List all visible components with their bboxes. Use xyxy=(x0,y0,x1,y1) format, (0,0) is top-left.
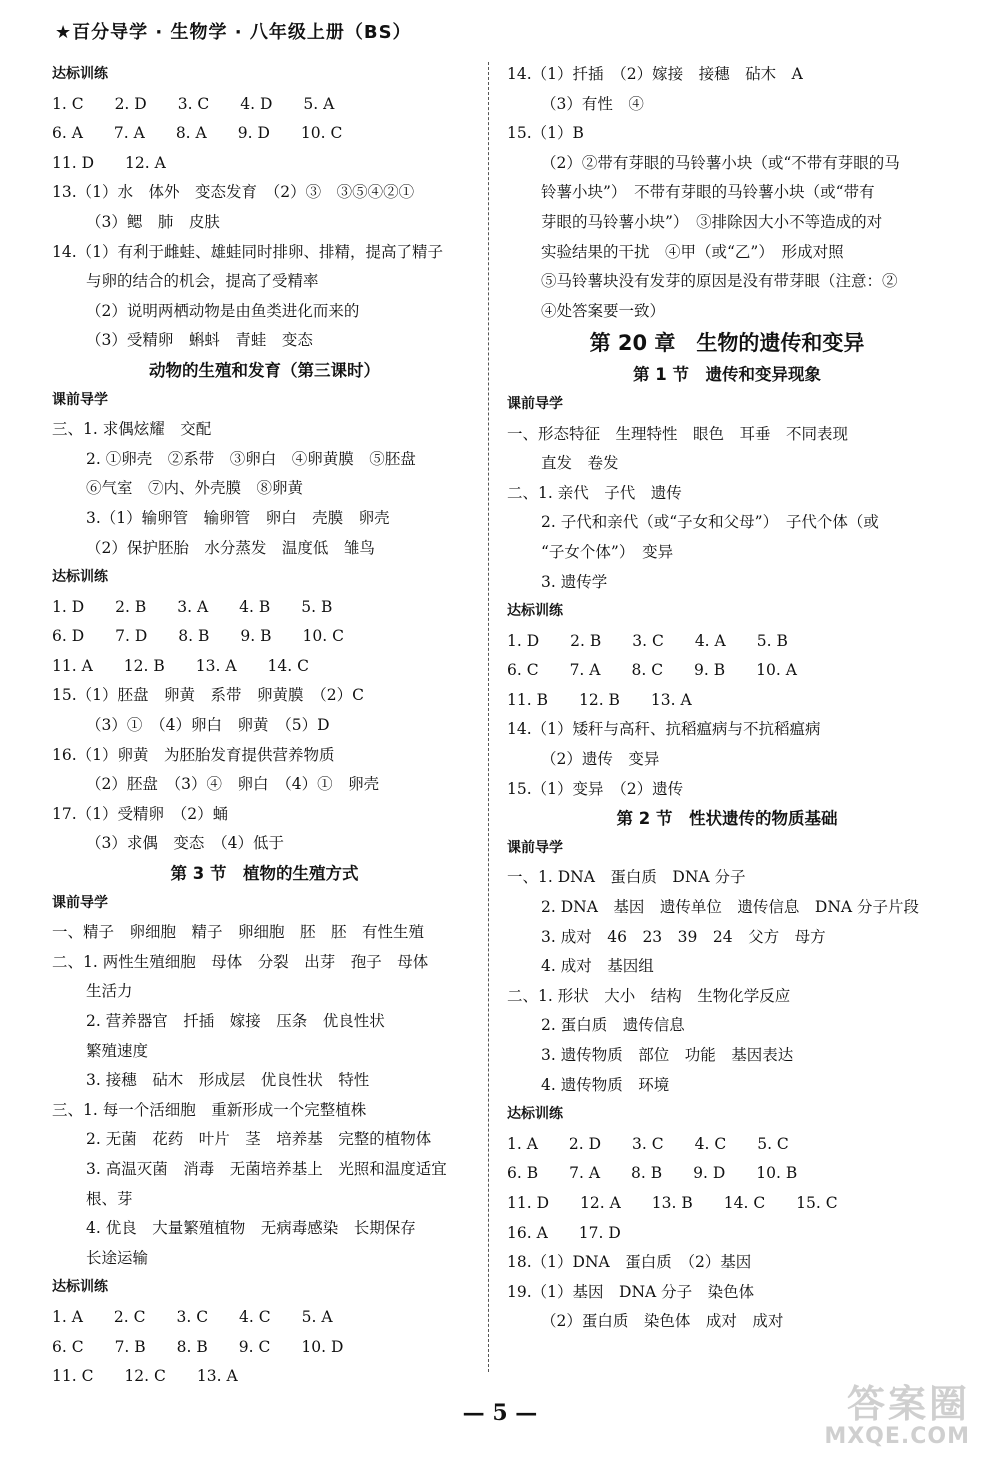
answer-line: 14.（1）扦插 （2）嫁接 接穗 砧木 A xyxy=(507,65,803,83)
answer-line-indented: （2）②带有芽眼的马铃薯小块（或“不带有芽眼的马 xyxy=(541,153,900,172)
answer-line: 18.（1）DNA 蛋白质 （2）基因 xyxy=(507,1253,752,1272)
answer-line-indented: 与卵的结合的机会，提高了受精率 xyxy=(86,272,319,291)
answer-line-indented: 长途运输 xyxy=(86,1248,149,1267)
answer-line-indented: （2）遗传 变异 xyxy=(541,750,660,769)
section-title: 第 1 节 遗传和变异现象 xyxy=(633,365,821,385)
answer-line-indented: 4. 成对 基因组 xyxy=(541,957,654,976)
answer-line-indented: “子女个体”） 变异 xyxy=(541,542,674,561)
section-subheading: 达标训练 xyxy=(52,569,108,586)
answer-line: 13.（1）水 体外 变态发育 （2）③ ③⑤④②① xyxy=(52,183,415,202)
answer-line: 二、1. 亲代 子代 遗传 xyxy=(507,483,682,502)
section-title: 第 2 节 性状遗传的物质基础 xyxy=(616,809,838,829)
answer-line: 11. B 12. B 13. A xyxy=(507,690,692,709)
section-subheading: 课前导学 xyxy=(507,839,563,856)
answer-line-indented: 3. 成对 46 23 39 24 父方 母方 xyxy=(541,927,826,946)
answer-line: 1. A 2. C 3. C 4. C 5. A xyxy=(52,1307,333,1326)
answer-line-indented: 3. 接穗 砧木 形成层 优良性状 特性 xyxy=(86,1071,370,1090)
answer-line: 11. D 12. A 13. B 14. C 15. C xyxy=(507,1193,838,1212)
answer-line: 一、精子 卵细胞 精子 卵细胞 胚 胚 有性生殖 xyxy=(52,923,425,942)
answer-line-indented: 生活力 xyxy=(86,982,133,1001)
left-column xyxy=(52,60,477,1392)
answer-line-indented: 2. DNA 基因 遗传单位 遗传信息 DNA 分子片段 xyxy=(541,898,920,917)
section-subheading: 课前导学 xyxy=(507,395,563,412)
answer-line: 15.（1）变异 （2）遗传 xyxy=(507,779,684,798)
section-subheading: 达标训练 xyxy=(52,1279,108,1296)
answer-line-indented: （3）① （4）卵白 卵黄 （5）D xyxy=(86,716,330,735)
answer-line: 6. A 7. A 8. A 9. D 10. C xyxy=(52,124,343,143)
answer-line: 一、1. DNA 蛋白质 DNA 分子 xyxy=(507,868,746,887)
answer-line-indented: 4. 优良 大量繁殖植物 无病毒感染 长期保存 xyxy=(86,1219,416,1238)
answer-line: 三、1. 求偶炫耀 交配 xyxy=(52,420,212,439)
answer-line: 11. C 12. C 13. A xyxy=(52,1367,238,1386)
answer-line-indented: 实验结果的干扰 ④甲（或“乙”） 形成对照 xyxy=(541,242,844,261)
answer-line-indented: （2）保护胚胎 水分蒸发 温度低 雏鸟 xyxy=(86,538,375,557)
answer-line: 11. D 12. A xyxy=(52,153,166,172)
answer-line-indented: 3. 遗传物质 部位 功能 基因表达 xyxy=(541,1046,794,1064)
section-title: 第 3 节 植物的生殖方式 xyxy=(170,864,359,884)
column-divider xyxy=(488,62,489,1372)
answer-line-indented: 铃薯小块”） 不带有芽眼的马铃薯小块（或“带有 xyxy=(541,183,875,202)
right-column xyxy=(507,60,947,1337)
section-subheading: 课前导学 xyxy=(52,391,108,408)
answer-line-indented: （3）有性 ④ xyxy=(541,94,644,113)
answer-line: 15.（1）B xyxy=(507,124,584,143)
answer-line-indented: 2. 子代和亲代（或“子女和父母”） 子代个体（或 xyxy=(541,513,879,532)
answer-line-indented: （2）蛋白质 染色体 成对 成对 xyxy=(541,1312,784,1331)
answer-line-indented: （3）受精卵 蝌蚪 青蛙 变态 xyxy=(86,331,313,350)
answer-line: 1. A 2. D 3. C 4. C 5. C xyxy=(507,1134,789,1153)
answer-line: 16. A 17. D xyxy=(507,1223,621,1242)
answer-line-indented: 根、芽 xyxy=(86,1189,133,1208)
answer-line: 1. D 2. B 3. A 4. B 5. B xyxy=(52,597,333,616)
answer-line: 16.（1）卵黄 为胚胎发育提供营养物质 xyxy=(52,745,335,764)
answer-line: 17.（1）受精卵 （2）蛹 xyxy=(52,804,229,823)
section-subheading: 达标训练 xyxy=(507,1106,563,1123)
answer-line-indented: （2）胚盘 （3）④ 卵白 （4）① 卵壳 xyxy=(86,775,380,794)
answer-line-indented: 3. 高温灭菌 消毒 无菌培养基上 光照和温度适宜 xyxy=(86,1159,447,1178)
answer-line-indented: 繁殖速度 xyxy=(86,1041,149,1060)
answer-line: 19.（1）基因 DNA 分子 染色体 xyxy=(507,1282,755,1301)
answer-line: 三、1. 每一个活细胞 重新形成一个完整植株 xyxy=(52,1100,367,1119)
section-subheading: 课前导学 xyxy=(52,894,108,911)
answer-line: 11. A 12. B 13. A 14. C xyxy=(52,656,309,675)
answer-line-indented: 4. 遗传物质 环境 xyxy=(541,1075,670,1094)
answer-line-indented: 直发 卷发 xyxy=(541,454,619,473)
answer-line: 1. D 2. B 3. C 4. A 5. B xyxy=(507,631,788,650)
watermark-logo xyxy=(824,1382,970,1449)
answer-line: 二、1. 两性生殖细胞 母体 分裂 出芽 孢子 母体 xyxy=(52,952,429,971)
answer-line-indented: （3）求偶 变态 （4）低于 xyxy=(86,834,284,853)
section-subheading: 达标训练 xyxy=(52,66,108,82)
page-number: — 5 — xyxy=(462,1400,538,1426)
answer-line-indented: 3.（1）输卵管 输卵管 卵白 壳膜 卵壳 xyxy=(86,508,390,527)
answer-line-indented: 2. ①卵壳 ②系带 ③卵白 ④卵黄膜 ⑤胚盘 xyxy=(86,449,416,468)
answer-line: 6. D 7. D 8. B 9. B 10. C xyxy=(52,627,344,646)
answer-line: 二、1. 形状 大小 结构 生物化学反应 xyxy=(507,986,791,1005)
answer-line: 一、形态特征 生理特性 眼色 耳垂 不同表现 xyxy=(507,424,849,443)
answer-line-indented: 芽眼的马铃薯小块”） ③排除因大小不等造成的对 xyxy=(541,212,883,231)
answer-line: 6. C 7. B 8. B 9. C 10. D xyxy=(52,1337,344,1356)
answer-line: 1. C 2. D 3. C 4. D 5. A xyxy=(52,94,335,113)
answer-line: 14.（1）矮秆与高秆、抗稻瘟病与不抗稻瘟病 xyxy=(507,720,821,739)
section-subheading: 达标训练 xyxy=(507,603,563,620)
answer-line-indented: 2. 营养器官 扦插 嫁接 压条 优良性状 xyxy=(86,1012,385,1030)
watermark-text: 答案圈 xyxy=(846,1382,970,1427)
answer-line-indented: ④处答案要一致） xyxy=(541,301,666,320)
answer-line-indented: ⑤马铃薯块没有发芽的原因是没有带芽眼（注意：② xyxy=(541,272,898,291)
answer-line-indented: 2. 蛋白质 遗传信息 xyxy=(541,1016,685,1035)
watermark-url: MXQE.COM xyxy=(824,1423,970,1449)
answer-line: 6. B 7. A 8. B 9. D 10. B xyxy=(507,1164,798,1183)
answer-line-indented: ⑥气室 ⑦内、外壳膜 ⑧卵黄 xyxy=(86,479,304,498)
answer-line: 14.（1）有利于雌蛙、雄蛙同时排卵、排精，提高了精子 xyxy=(52,242,444,261)
chapter-title: 第 20 章 生物的遗传和变异 xyxy=(589,331,865,356)
section-title: 动物的生殖和发育（第三课时） xyxy=(149,360,380,380)
answer-line-indented: （3）鳃 肺 皮肤 xyxy=(86,212,220,231)
answer-line-indented: 3. 遗传学 xyxy=(541,572,608,591)
page-header: ★百分导学 · 生物学 · 八年级上册（BS） xyxy=(55,22,412,43)
answer-line-indented: （2）说明两栖动物是由鱼类进化而来的 xyxy=(86,301,360,320)
answer-line: 6. C 7. A 8. C 9. B 10. A xyxy=(507,661,797,680)
answer-line-indented: 2. 无菌 花药 叶片 茎 培养基 完整的植物体 xyxy=(86,1130,432,1149)
answer-line: 15.（1）胚盘 卵黄 系带 卵黄膜 （2）C xyxy=(52,686,364,705)
